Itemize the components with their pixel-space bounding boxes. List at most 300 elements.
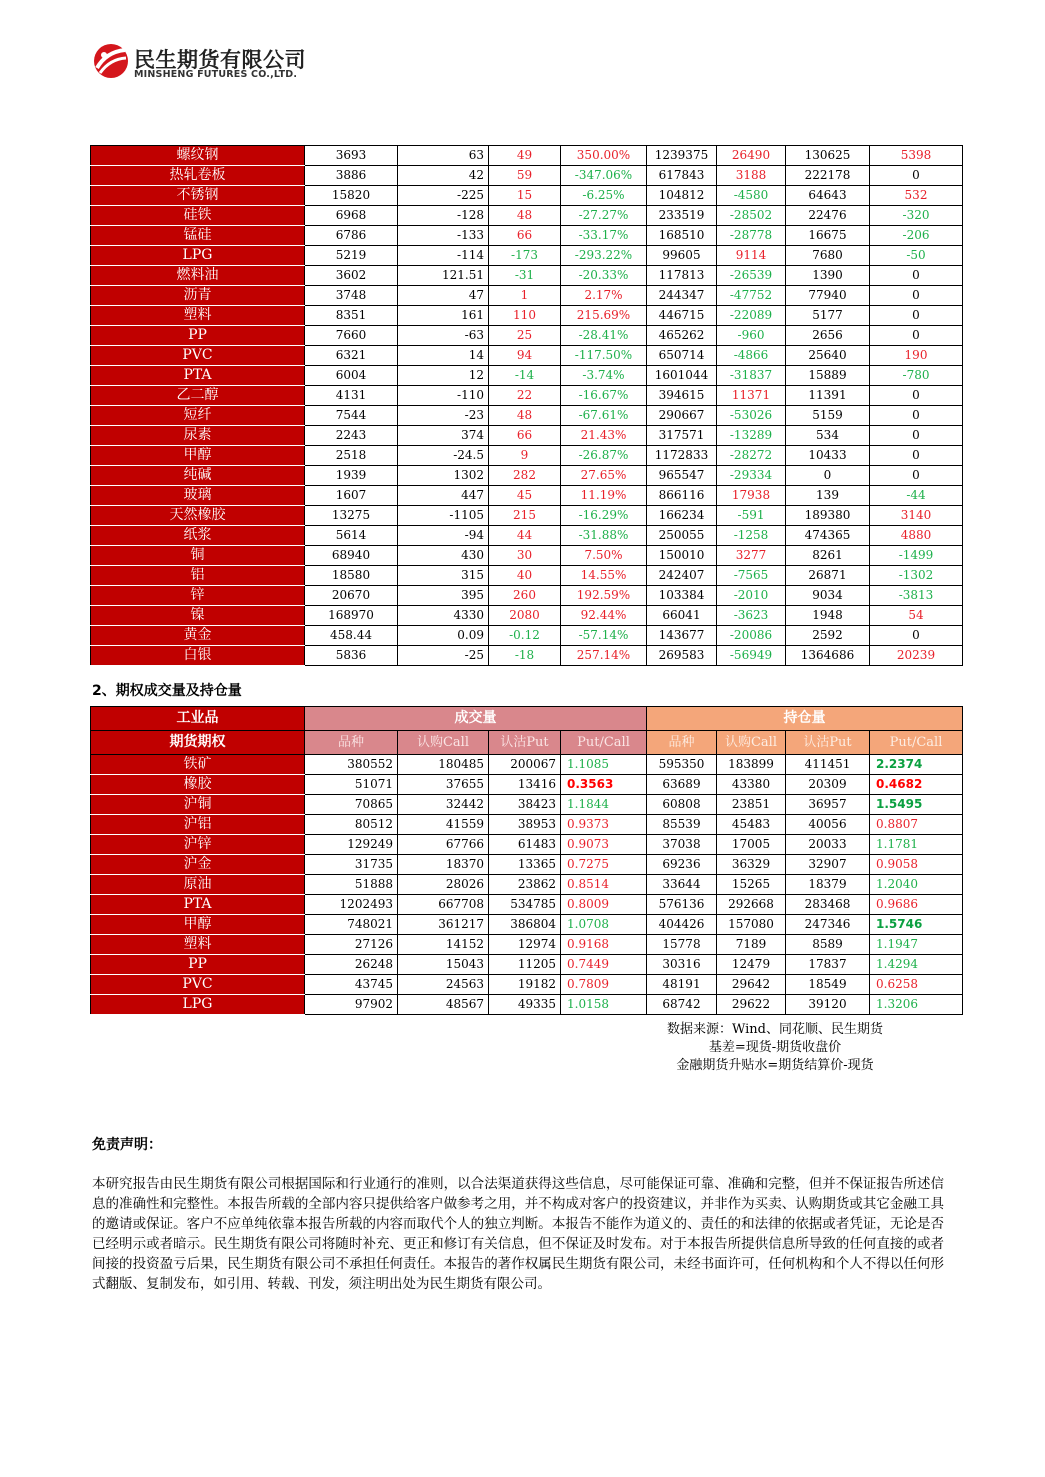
- futures-basis: 48: [489, 406, 561, 426]
- options-oi-call: 292668: [717, 895, 786, 915]
- futures-change: 1302: [398, 466, 489, 486]
- options-oi-total: 63689: [647, 775, 717, 795]
- options-oi-call: 7189: [717, 935, 786, 955]
- options-row: [91, 975, 963, 995]
- futures-variety-name: 锌: [91, 586, 305, 606]
- futures-warehouse-receipts: 10433: [786, 446, 870, 466]
- futures-open-interest: 117813: [647, 266, 717, 286]
- subheader-oi-call: 认购Call: [717, 731, 786, 755]
- futures-price: 5614: [305, 526, 398, 546]
- options-oi-total: 68742: [647, 995, 717, 1015]
- futures-basis: 59: [489, 166, 561, 186]
- futures-receipt-change: 0: [870, 266, 963, 286]
- options-volume-put-call-ratio: 1.0158: [561, 995, 647, 1015]
- futures-warehouse-receipts: 2592: [786, 626, 870, 646]
- futures-variety-name: 镍: [91, 606, 305, 626]
- basis-note: 基差=现货-期货收盘价: [708, 1040, 842, 1055]
- options-oi-put-call-ratio: 0.9058: [870, 855, 963, 875]
- futures-receipt-change: -320: [870, 206, 963, 226]
- futures-oi-change: 3277: [717, 546, 786, 566]
- futures-warehouse-receipts: 5159: [786, 406, 870, 426]
- options-oi-put: 20309: [786, 775, 870, 795]
- options-volume-total: 27126: [305, 935, 398, 955]
- options-volume-call: 361217: [398, 915, 489, 935]
- futures-open-interest: 233519: [647, 206, 717, 226]
- futures-variety-name: 塑料: [91, 306, 305, 326]
- subheader-volume-put: 认沽Put: [489, 731, 561, 755]
- options-volume-put-call-ratio: 0.8514: [561, 875, 647, 895]
- futures-open-interest: 250055: [647, 526, 717, 546]
- futures-basis-change-pct: 27.65%: [561, 466, 647, 486]
- options-oi-call: 29622: [717, 995, 786, 1015]
- futures-open-interest: 1239375: [647, 146, 717, 166]
- futures-basis: -31: [489, 266, 561, 286]
- futures-open-interest: 1172833: [647, 446, 717, 466]
- options-volume-put: 11205: [489, 955, 561, 975]
- futures-basis: -14: [489, 366, 561, 386]
- futures-change: 42: [398, 166, 489, 186]
- futures-receipt-change: 532: [870, 186, 963, 206]
- futures-basis-change-pct: 7.50%: [561, 546, 647, 566]
- futures-price: 7544: [305, 406, 398, 426]
- futures-price: 2518: [305, 446, 398, 466]
- futures-receipt-change: 0: [870, 386, 963, 406]
- options-volume-put-call-ratio: 0.7275: [561, 855, 647, 875]
- options-row: [91, 775, 963, 795]
- futures-row: [91, 346, 963, 366]
- futures-receipt-change: 4880: [870, 526, 963, 546]
- options-variety-name: 沪铜: [91, 795, 305, 815]
- futures-basis: -18: [489, 646, 561, 666]
- futures-variety-name: 铜: [91, 546, 305, 566]
- options-oi-put-call-ratio: 1.4294: [870, 955, 963, 975]
- futures-open-interest: 242407: [647, 566, 717, 586]
- logo-chinese-text: 民生期货有限公司: [134, 48, 306, 72]
- options-volume-total: 31735: [305, 855, 398, 875]
- options-volume-put: 386804: [489, 915, 561, 935]
- options-variety-name: 橡胶: [91, 775, 305, 795]
- header-industrial: 工业品: [91, 707, 305, 731]
- options-volume-total: 51071: [305, 775, 398, 795]
- futures-price: 3693: [305, 146, 398, 166]
- futures-change: 47: [398, 286, 489, 306]
- futures-open-interest: 104812: [647, 186, 717, 206]
- options-volume-call: 37655: [398, 775, 489, 795]
- futures-receipt-change: 0: [870, 426, 963, 446]
- futures-basis: 110: [489, 306, 561, 326]
- futures-warehouse-receipts: 2656: [786, 326, 870, 346]
- options-oi-total: 48191: [647, 975, 717, 995]
- options-volume-total: 51888: [305, 875, 398, 895]
- futures-open-interest: 244347: [647, 286, 717, 306]
- options-variety-name: PP: [91, 955, 305, 975]
- options-volume-put: 534785: [489, 895, 561, 915]
- futures-basis: 282: [489, 466, 561, 486]
- futures-change: -24.5: [398, 446, 489, 466]
- futures-row: [91, 626, 963, 646]
- futures-basis: 48: [489, 206, 561, 226]
- futures-row: [91, 386, 963, 406]
- subheader-volume-variety: 品种: [305, 731, 398, 755]
- futures-basis-change-pct: 92.44%: [561, 606, 647, 626]
- options-row: [91, 935, 963, 955]
- futures-price: 13275: [305, 506, 398, 526]
- futures-basis-change-pct: 257.14%: [561, 646, 647, 666]
- futures-row: [91, 226, 963, 246]
- futures-open-interest: 866116: [647, 486, 717, 506]
- futures-variety-name: 硅铁: [91, 206, 305, 226]
- futures-change: -1105: [398, 506, 489, 526]
- options-oi-call: 36329: [717, 855, 786, 875]
- futures-basis-change-pct: -347.06%: [561, 166, 647, 186]
- options-volume-put: 13365: [489, 855, 561, 875]
- options-row: [91, 855, 963, 875]
- futures-receipt-change: 0: [870, 466, 963, 486]
- futures-basis-change-pct: 350.00%: [561, 146, 647, 166]
- futures-oi-change: -2010: [717, 586, 786, 606]
- options-oi-put: 36957: [786, 795, 870, 815]
- futures-warehouse-receipts: 77940: [786, 286, 870, 306]
- futures-price: 5836: [305, 646, 398, 666]
- futures-oi-change: -1258: [717, 526, 786, 546]
- options-oi-total: 33644: [647, 875, 717, 895]
- futures-warehouse-receipts: 25640: [786, 346, 870, 366]
- futures-basis: 260: [489, 586, 561, 606]
- futures-basis: 45: [489, 486, 561, 506]
- options-oi-put: 18549: [786, 975, 870, 995]
- futures-oi-change: -20086: [717, 626, 786, 646]
- futures-open-interest: 465262: [647, 326, 717, 346]
- futures-open-interest: 269583: [647, 646, 717, 666]
- options-volume-call: 67766: [398, 835, 489, 855]
- futures-open-interest: 650714: [647, 346, 717, 366]
- futures-change: 14: [398, 346, 489, 366]
- futures-basis-change-pct: -293.22%: [561, 246, 647, 266]
- options-oi-call: 15265: [717, 875, 786, 895]
- futures-row: [91, 546, 963, 566]
- options-volume-put: 38953: [489, 815, 561, 835]
- futures-basis: 30: [489, 546, 561, 566]
- futures-variety-name: 天然橡胶: [91, 506, 305, 526]
- futures-price: 18580: [305, 566, 398, 586]
- futures-warehouse-receipts: 15889: [786, 366, 870, 386]
- options-volume-call: 18370: [398, 855, 489, 875]
- futures-basis-change-pct: 21.43%: [561, 426, 647, 446]
- futures-change: 430: [398, 546, 489, 566]
- options-variety-name: 沪金: [91, 855, 305, 875]
- subheader-volume-ratio: Put/Call: [561, 731, 647, 755]
- futures-receipt-change: 0: [870, 406, 963, 426]
- options-volume-total: 129249: [305, 835, 398, 855]
- futures-price: 458.44: [305, 626, 398, 646]
- futures-oi-change: -53026: [717, 406, 786, 426]
- futures-open-interest: 1601044: [647, 366, 717, 386]
- options-row: [91, 955, 963, 975]
- futures-basis-change-pct: 14.55%: [561, 566, 647, 586]
- futures-change: 395: [398, 586, 489, 606]
- futures-warehouse-receipts: 8261: [786, 546, 870, 566]
- futures-row: [91, 146, 963, 166]
- options-variety-name: 塑料: [91, 935, 305, 955]
- futures-warehouse-receipts: 1948: [786, 606, 870, 626]
- options-oi-call: 29642: [717, 975, 786, 995]
- logo-mark-icon: [92, 42, 130, 80]
- options-volume-put: 13416: [489, 775, 561, 795]
- futures-basis: 2080: [489, 606, 561, 626]
- futures-oi-change: 26490: [717, 146, 786, 166]
- futures-price: 8351: [305, 306, 398, 326]
- futures-change: -114: [398, 246, 489, 266]
- options-volume-total: 43745: [305, 975, 398, 995]
- options-oi-call: 45483: [717, 815, 786, 835]
- futures-warehouse-receipts: 64643: [786, 186, 870, 206]
- futures-warehouse-receipts: 139: [786, 486, 870, 506]
- futures-basis-change-pct: -26.87%: [561, 446, 647, 466]
- futures-row: [91, 486, 963, 506]
- options-row: [91, 875, 963, 895]
- options-volume-call: 41559: [398, 815, 489, 835]
- options-volume-total: 1202493: [305, 895, 398, 915]
- header-futures-options: 期货期权: [91, 731, 305, 755]
- futures-oi-change: -960: [717, 326, 786, 346]
- futures-table: [90, 145, 963, 666]
- futures-receipt-change: 3140: [870, 506, 963, 526]
- futures-price: 20670: [305, 586, 398, 606]
- futures-variety-name: 乙二醇: [91, 386, 305, 406]
- futures-variety-name: 燃料油: [91, 266, 305, 286]
- header-volume-group: 成交量: [305, 707, 647, 731]
- futures-variety-name: 铝: [91, 566, 305, 586]
- options-oi-put-call-ratio: 0.6258: [870, 975, 963, 995]
- futures-price: 3602: [305, 266, 398, 286]
- options-oi-put-call-ratio: 0.4682: [870, 775, 963, 795]
- futures-open-interest: 446715: [647, 306, 717, 326]
- futures-basis-change-pct: 215.69%: [561, 306, 647, 326]
- options-oi-put: 32907: [786, 855, 870, 875]
- futures-warehouse-receipts: 22476: [786, 206, 870, 226]
- options-oi-put-call-ratio: 2.2374: [870, 755, 963, 775]
- futures-basis-change-pct: -16.29%: [561, 506, 647, 526]
- futures-open-interest: 290667: [647, 406, 717, 426]
- futures-receipt-change: 54: [870, 606, 963, 626]
- futures-receipt-change: 0: [870, 286, 963, 306]
- options-row: [91, 835, 963, 855]
- options-volume-call: 28026: [398, 875, 489, 895]
- options-variety-name: LPG: [91, 995, 305, 1015]
- futures-row: [91, 506, 963, 526]
- futures-receipt-change: 5398: [870, 146, 963, 166]
- futures-price: 3748: [305, 286, 398, 306]
- options-volume-put-call-ratio: 0.8009: [561, 895, 647, 915]
- futures-oi-change: -26539: [717, 266, 786, 286]
- futures-row: [91, 206, 963, 226]
- options-volume-call: 24563: [398, 975, 489, 995]
- futures-receipt-change: 0: [870, 446, 963, 466]
- futures-oi-change: -22089: [717, 306, 786, 326]
- futures-change: -128: [398, 206, 489, 226]
- options-oi-put-call-ratio: 0.8807: [870, 815, 963, 835]
- futures-row: [91, 606, 963, 626]
- options-oi-total: 30316: [647, 955, 717, 975]
- options-oi-put: 18379: [786, 875, 870, 895]
- futures-receipt-change: 0: [870, 326, 963, 346]
- subheader-oi-ratio: Put/Call: [870, 731, 963, 755]
- futures-open-interest: 166234: [647, 506, 717, 526]
- options-volume-call: 15043: [398, 955, 489, 975]
- options-oi-put-call-ratio: 1.2040: [870, 875, 963, 895]
- options-oi-put: 39120: [786, 995, 870, 1015]
- futures-receipt-change: 20239: [870, 646, 963, 666]
- futures-row: [91, 366, 963, 386]
- futures-price: 7660: [305, 326, 398, 346]
- futures-open-interest: 617843: [647, 166, 717, 186]
- futures-open-interest: 143677: [647, 626, 717, 646]
- futures-open-interest: 965547: [647, 466, 717, 486]
- options-oi-put: 20033: [786, 835, 870, 855]
- futures-oi-change: -28502: [717, 206, 786, 226]
- futures-variety-name: 尿素: [91, 426, 305, 446]
- futures-variety-name: PTA: [91, 366, 305, 386]
- futures-warehouse-receipts: 189380: [786, 506, 870, 526]
- futures-change: -25: [398, 646, 489, 666]
- futures-basis: 94: [489, 346, 561, 366]
- company-logo: [92, 42, 332, 84]
- futures-row: [91, 306, 963, 326]
- options-row: [91, 995, 963, 1015]
- options-volume-call: 14152: [398, 935, 489, 955]
- options-oi-put-call-ratio: 1.1947: [870, 935, 963, 955]
- options-volume-put-call-ratio: 0.9168: [561, 935, 647, 955]
- futures-basis-change-pct: 11.19%: [561, 486, 647, 506]
- options-oi-call: 157080: [717, 915, 786, 935]
- futures-open-interest: 99605: [647, 246, 717, 266]
- options-oi-call: 12479: [717, 955, 786, 975]
- futures-row: [91, 406, 963, 426]
- logo-english-text: MINSHENG FUTURES CO.,LTD.: [134, 69, 298, 80]
- futures-warehouse-receipts: 474365: [786, 526, 870, 546]
- options-oi-put: 8589: [786, 935, 870, 955]
- futures-variety-name: 甲醇: [91, 446, 305, 466]
- futures-variety-name: 黄金: [91, 626, 305, 646]
- futures-row: [91, 166, 963, 186]
- options-oi-total: 15778: [647, 935, 717, 955]
- futures-basis: 1: [489, 286, 561, 306]
- futures-row: [91, 466, 963, 486]
- futures-change: -94: [398, 526, 489, 546]
- futures-row: [91, 266, 963, 286]
- options-oi-total: 404426: [647, 915, 717, 935]
- futures-row: [91, 426, 963, 446]
- futures-open-interest: 168510: [647, 226, 717, 246]
- futures-change: 121.51: [398, 266, 489, 286]
- options-row: [91, 755, 963, 775]
- options-volume-total: 748021: [305, 915, 398, 935]
- options-oi-call: 23851: [717, 795, 786, 815]
- futures-change: -23: [398, 406, 489, 426]
- futures-row: [91, 446, 963, 466]
- futures-receipt-change: -1302: [870, 566, 963, 586]
- futures-change: 161: [398, 306, 489, 326]
- futures-row: [91, 326, 963, 346]
- options-volume-total: 97902: [305, 995, 398, 1015]
- options-oi-total: 69236: [647, 855, 717, 875]
- futures-change: 315: [398, 566, 489, 586]
- options-oi-call: 43380: [717, 775, 786, 795]
- futures-variety-name: PVC: [91, 346, 305, 366]
- futures-oi-change: -47752: [717, 286, 786, 306]
- futures-basis: 25: [489, 326, 561, 346]
- futures-change: 12: [398, 366, 489, 386]
- futures-oi-change: -4866: [717, 346, 786, 366]
- options-row: [91, 815, 963, 835]
- options-volume-call: 180485: [398, 755, 489, 775]
- futures-open-interest: 150010: [647, 546, 717, 566]
- options-volume-total: 80512: [305, 815, 398, 835]
- futures-variety-name: 玻璃: [91, 486, 305, 506]
- futures-variety-name: 不锈钢: [91, 186, 305, 206]
- options-variety-name: PTA: [91, 895, 305, 915]
- futures-oi-change: 17938: [717, 486, 786, 506]
- options-oi-total: 595350: [647, 755, 717, 775]
- futures-price: 6321: [305, 346, 398, 366]
- futures-open-interest: 66041: [647, 606, 717, 626]
- options-volume-put-call-ratio: 0.7449: [561, 955, 647, 975]
- futures-variety-name: PP: [91, 326, 305, 346]
- futures-variety-name: 白银: [91, 646, 305, 666]
- options-oi-put-call-ratio: 0.9686: [870, 895, 963, 915]
- options-oi-put-call-ratio: 1.1781: [870, 835, 963, 855]
- options-oi-put: 40056: [786, 815, 870, 835]
- options-volume-total: 26248: [305, 955, 398, 975]
- options-variety-name: 铁矿: [91, 755, 305, 775]
- options-row: [91, 795, 963, 815]
- options-volume-put: 12974: [489, 935, 561, 955]
- futures-warehouse-receipts: 1390: [786, 266, 870, 286]
- futures-price: 68940: [305, 546, 398, 566]
- options-volume-call: 48567: [398, 995, 489, 1015]
- futures-oi-change: -3623: [717, 606, 786, 626]
- futures-basis: 66: [489, 426, 561, 446]
- futures-receipt-change: 190: [870, 346, 963, 366]
- futures-row: [91, 286, 963, 306]
- options-row: [91, 895, 963, 915]
- futures-change: 447: [398, 486, 489, 506]
- data-source-note: 数据来源：Wind、同花顺、民生期货: [667, 1022, 883, 1037]
- futures-price: 3886: [305, 166, 398, 186]
- futures-warehouse-receipts: 534: [786, 426, 870, 446]
- subheader-oi-put: 认沽Put: [786, 731, 870, 755]
- futures-oi-change: -4580: [717, 186, 786, 206]
- futures-warehouse-receipts: 9034: [786, 586, 870, 606]
- futures-basis-change-pct: -28.41%: [561, 326, 647, 346]
- options-volume-total: 70865: [305, 795, 398, 815]
- options-volume-put: 49335: [489, 995, 561, 1015]
- options-oi-call: 17005: [717, 835, 786, 855]
- futures-oi-change: -56949: [717, 646, 786, 666]
- futures-basis-change-pct: -27.27%: [561, 206, 647, 226]
- futures-variety-name: LPG: [91, 246, 305, 266]
- options-oi-total: 85539: [647, 815, 717, 835]
- futures-price: 6968: [305, 206, 398, 226]
- futures-row: [91, 646, 963, 666]
- futures-receipt-change: -50: [870, 246, 963, 266]
- options-oi-total: 576136: [647, 895, 717, 915]
- futures-row: [91, 566, 963, 586]
- futures-price: 15820: [305, 186, 398, 206]
- options-variety-name: 原油: [91, 875, 305, 895]
- options-volume-total: 380552: [305, 755, 398, 775]
- options-volume-put-call-ratio: 1.0708: [561, 915, 647, 935]
